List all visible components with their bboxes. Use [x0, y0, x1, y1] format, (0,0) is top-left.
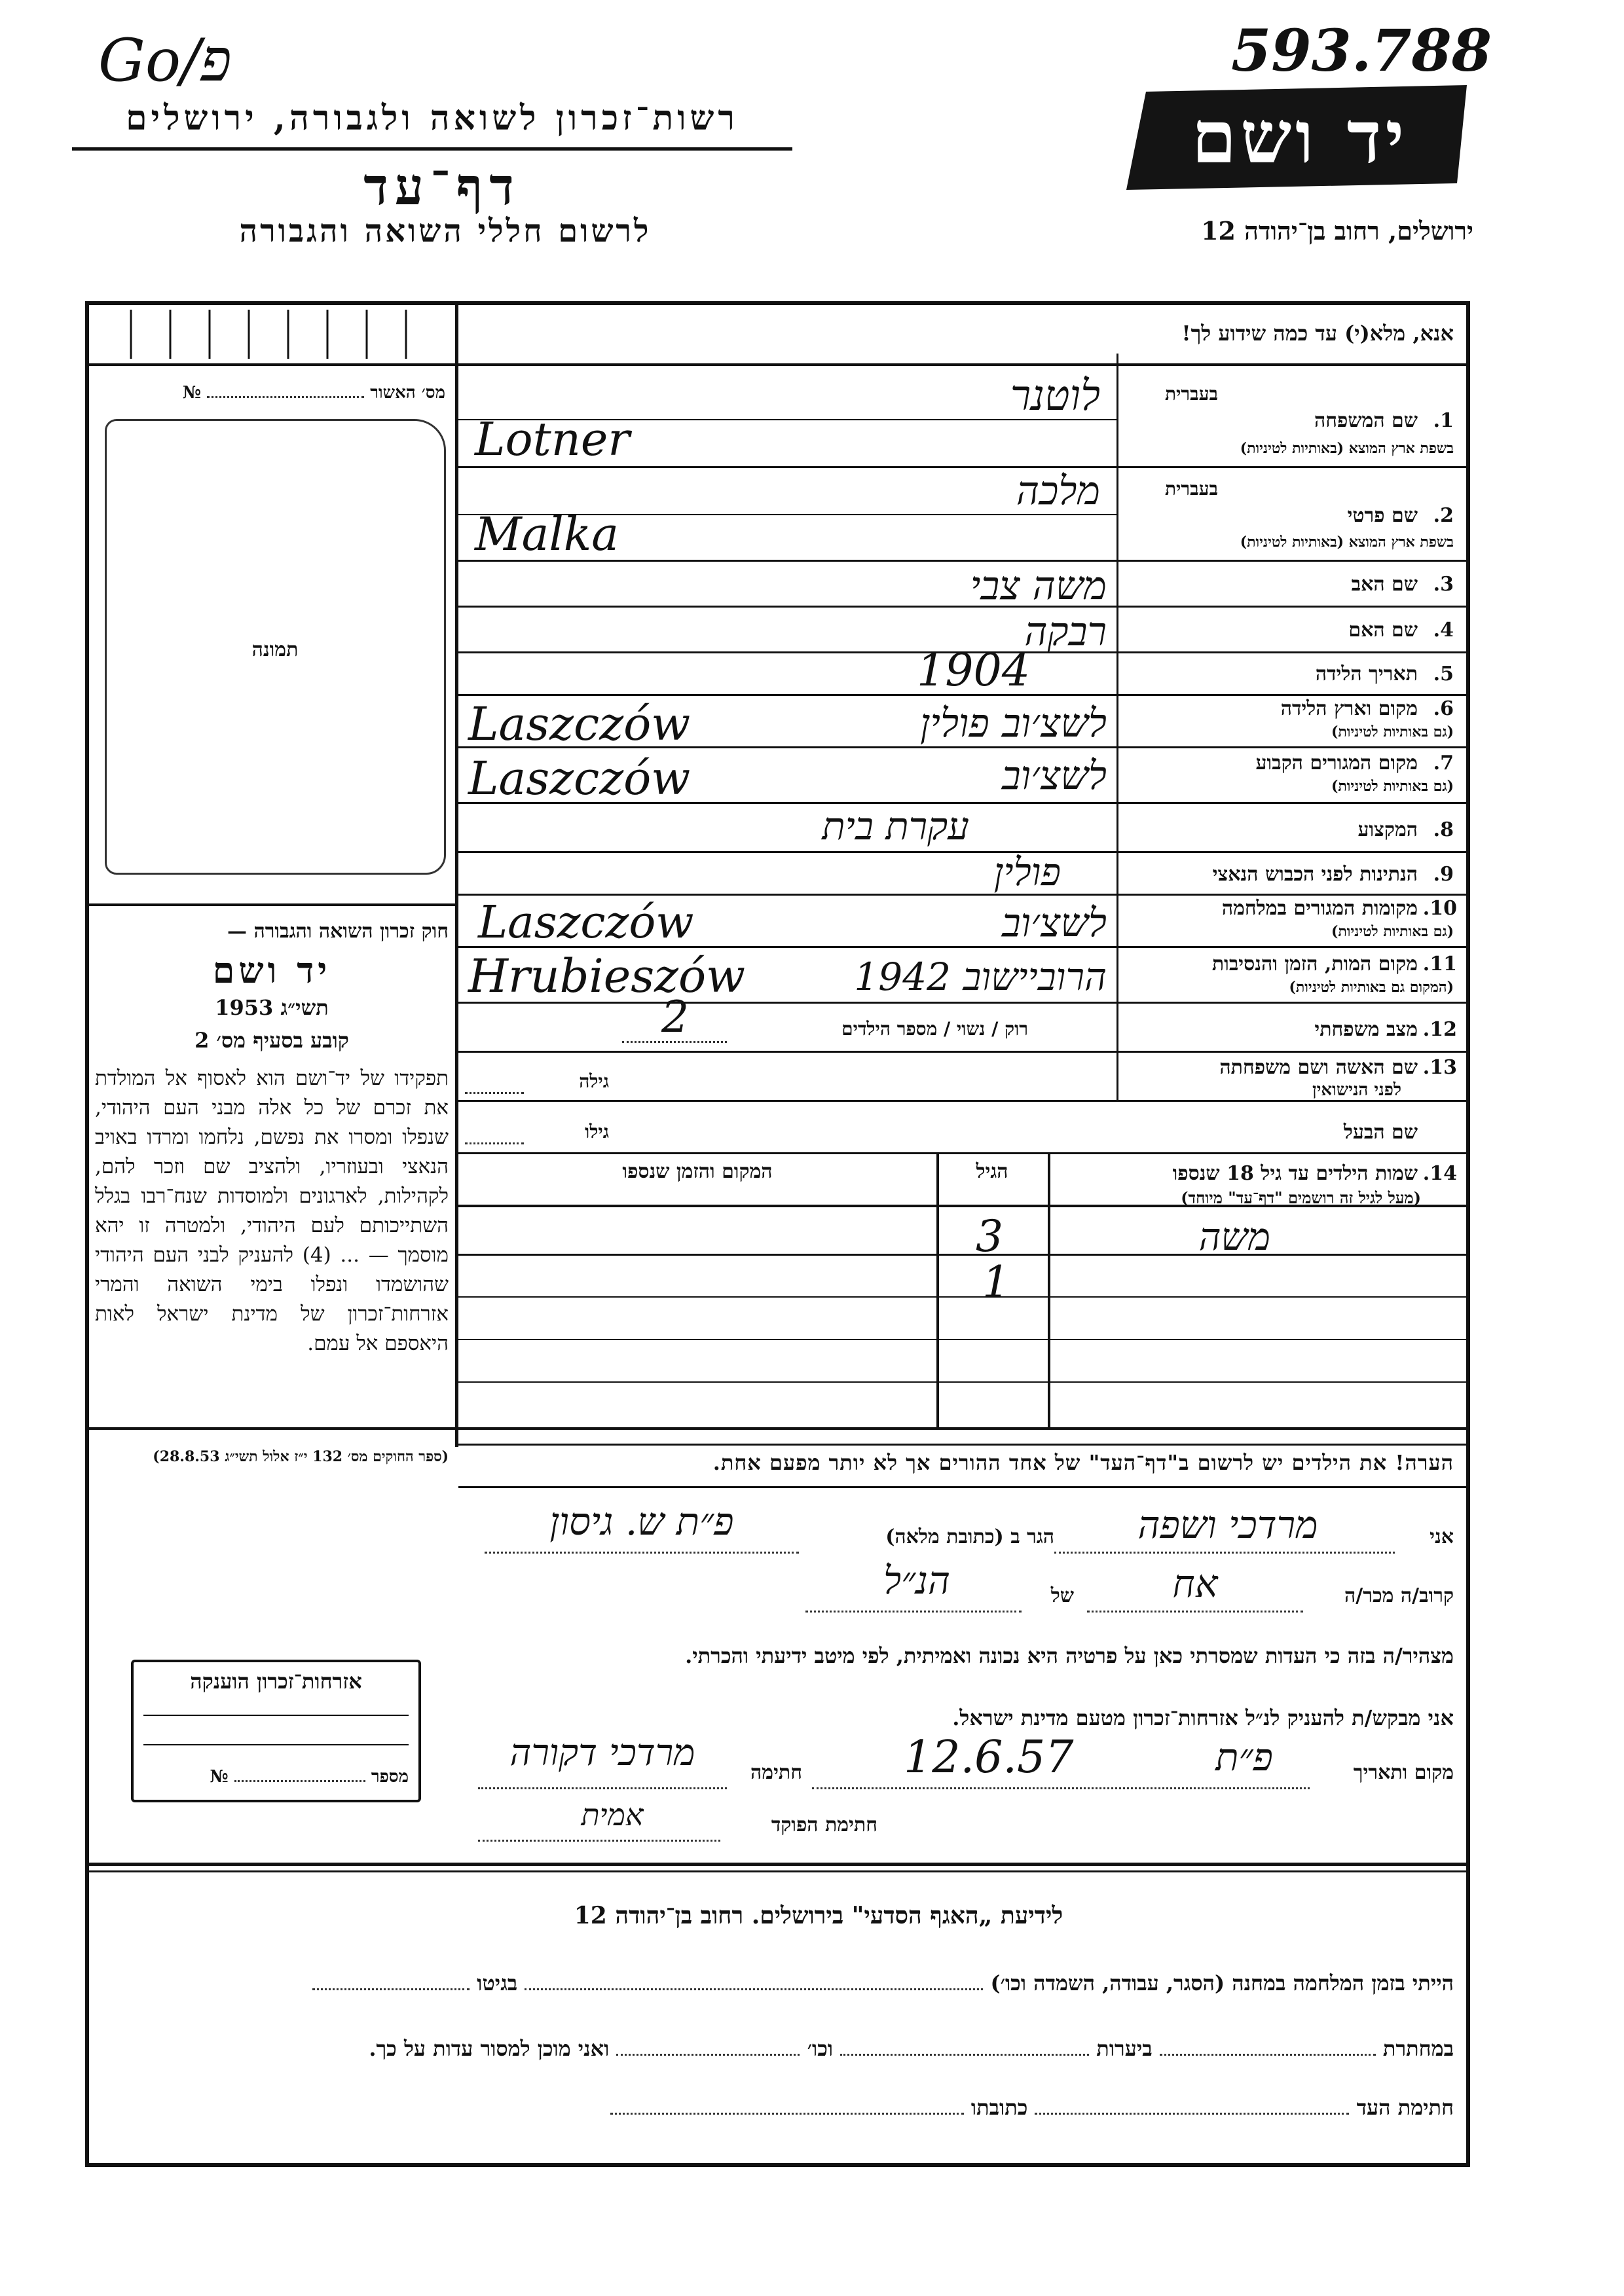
field-12-num: 12. — [1422, 1018, 1457, 1041]
field-10-sub: (גם באותיות לטיניות) — [1331, 923, 1454, 940]
bottom-line-1-b: בגיטו — [477, 1971, 518, 1995]
approval-row — [98, 383, 445, 403]
field-1-num: 1. — [1433, 409, 1454, 432]
bottom-line-1 — [118, 1971, 1454, 1995]
field-6-hebrew-value: לשצ׳וב פולין — [919, 701, 1107, 746]
bottom-line-2 — [118, 2036, 1454, 2061]
bottom-line-2-d: ואני מוכן למסור עדות על כך. — [369, 2036, 610, 2061]
code-boxes — [92, 306, 452, 362]
bottom-line-2-dots-b — [840, 2054, 1089, 2056]
field-7-latin-value: Laszczów — [468, 752, 691, 805]
marital-options — [714, 1018, 1028, 1040]
note-rule-top — [458, 1444, 1470, 1446]
bottom-line-1-dots2 — [312, 1988, 470, 1990]
institution-line: רשות־זכרון לשואה ולגבורה, ירושלים — [126, 98, 739, 138]
field-4-num: 4. — [1433, 619, 1454, 642]
marital-options-text: רוק / נשוי / מספר הילדים — [841, 1018, 1028, 1040]
field-2-sub: בשפת ארץ המוצא (באותיות לטיניות) — [1240, 534, 1454, 551]
bottom-rule-2 — [85, 1870, 1470, 1872]
note-text: הערה! את הילדים יש לרשום ב"דף־העד" של אחד ההורים אך לא יותר מפעם אחת. — [712, 1450, 1454, 1475]
field-7-hebrew-value: לשצ׳וב — [1001, 753, 1107, 799]
children-subtitle: (מעל לגיל זה רושמים "דף־עד" מיוחד) — [1181, 1188, 1421, 1207]
field-13-sub: לפני הנישואין — [1312, 1080, 1401, 1100]
field-3-label: שם האב — [1351, 573, 1418, 596]
husband-age-label: גילו — [585, 1121, 609, 1142]
declarant-of-dots — [805, 1611, 1022, 1613]
declarant-name: מרדכי ושפה — [1137, 1503, 1318, 1547]
declarant-relative-label: קרוב/ה מכר/ה — [1344, 1584, 1454, 1607]
bottom-line-2-a: במחתרת — [1382, 2036, 1454, 2061]
law-heading: חוק זכרון השואה והגבורה — — [227, 920, 449, 943]
bottom-line-2-c: וכו׳ — [807, 2036, 834, 2061]
law-year: תשי״ג 1953 — [215, 995, 329, 1020]
top-strip-rule — [85, 363, 1470, 366]
field-5-num: 5. — [1433, 663, 1454, 685]
citizenship-number-dots — [234, 1780, 365, 1782]
field-9-num: 9. — [1433, 863, 1454, 886]
law-citation: (ספר החוקים מס׳ 132 י״ז אלול תשי״ג 28.8.53) — [153, 1448, 449, 1465]
declarant-of-value: הנ״ל — [883, 1558, 950, 1603]
bottom-line-2-dots-c — [616, 2054, 800, 2056]
children-rule-4 — [458, 1381, 1470, 1383]
row-rule-husband — [458, 1152, 1470, 1154]
field-2-label: שם פרטי — [1347, 504, 1418, 527]
address: ירושלים, רחוב בן־יהודה 12 — [1201, 216, 1473, 246]
field-5-label: תאריך הלידה — [1315, 663, 1418, 685]
code-boxes-grid — [92, 306, 452, 362]
field-2-tag: בעברית — [1164, 478, 1218, 500]
bottom-line-3-dots-b — [610, 2113, 964, 2115]
note-rule-bottom — [458, 1486, 1470, 1488]
citizenship-line-1 — [143, 1715, 409, 1716]
field-1-label: שם המשפחה — [1314, 409, 1418, 432]
wife-age-label: גילה — [579, 1070, 609, 1092]
wife-age-dots — [465, 1092, 524, 1094]
field-2-latin-value: Malka — [475, 507, 619, 561]
children-col-age: הגיל — [976, 1160, 1008, 1183]
children-col-place: המקום והזמן שנספו — [622, 1160, 773, 1183]
form-title: דף־עד — [363, 157, 521, 217]
field-1-sub: בשפת ארץ המוצא (באותיות לטיניות) — [1240, 440, 1454, 457]
law-section: קובע בסעיף מס׳ 2 — [194, 1028, 349, 1053]
field-7-num: 7. — [1433, 752, 1454, 774]
header-rule — [72, 147, 792, 151]
place-date-dots — [812, 1787, 1310, 1789]
citizenship-line-2 — [143, 1744, 409, 1745]
officer-value: אמית — [581, 1797, 644, 1832]
field-11-label: מקום המות, הזמן והנסיבות — [1211, 953, 1418, 975]
child-2-age: 1 — [982, 1257, 1010, 1307]
field-12-value: 2 — [661, 992, 689, 1042]
signature-label: חתימה — [750, 1761, 802, 1784]
field-3-value: משה צבי — [970, 563, 1107, 609]
field-7-label: מקום המגורים הקבוע — [1255, 752, 1418, 774]
yad-vashem-logo — [1126, 85, 1473, 190]
officer-dots — [478, 1840, 720, 1842]
field-2-num: 2. — [1433, 504, 1454, 527]
field-5-value: 1904 — [917, 645, 1031, 697]
photo-rule — [85, 903, 455, 906]
field-3-num: 3. — [1433, 573, 1454, 596]
law-logo: יד ושם — [212, 949, 331, 991]
declarant-ani: אני — [1430, 1525, 1454, 1548]
field-11-sub: (המקום גם באותיות לטיניות) — [1289, 979, 1454, 996]
children-rule-3 — [458, 1339, 1470, 1340]
logo-text: יד ושם — [1191, 95, 1409, 179]
field-8-value: עקרת בית — [822, 804, 969, 848]
children-col-divider-1 — [936, 1152, 939, 1427]
request-text: אני מבקש/ת להעניק לנ״ל אזרחות־זכרון מטעם מדינת ישראל. — [952, 1705, 1454, 1730]
intro-text: אנא, מלא(י) עד כמה שידוע לך! — [1181, 321, 1454, 346]
children-rule-1 — [458, 1254, 1470, 1256]
field-10-latin-value: Laszczów — [478, 897, 694, 949]
children-col-divider-2 — [1048, 1152, 1050, 1427]
bottom-rule-1 — [85, 1863, 1470, 1866]
field-6-latin-value: Laszczów — [468, 697, 691, 751]
field-13-label: שם האשה ושם משפחתה — [1219, 1056, 1418, 1079]
child-1-age: 3 — [976, 1211, 1003, 1262]
law-text: תפקידו של יד־ושם הוא לאסוף אל המולדת את זכרם של כל אלה מבני העם היהודי, שנפלו ומסרו את נפשם, נלחמו ומרדו באויב הנאצי ובעוזריו, ולהציב שם וזכר להם, לקהילות, לארגונים ולמוסדות שנח־רבו בגלל השתייכותם לעם היהודי, ולמטרה זו יהא מוסמך — ... (4) להעניק לבני העם היהודי שהושמדו ונפלו בימי השואה והמרי אזרחות־זכרון של מדינת ישראל לאות היאספם אל עמם. — [95, 1066, 449, 1355]
field-1-latin-value: Lotner — [475, 412, 630, 466]
bottom-line-2-b: ביערות — [1096, 2036, 1153, 2061]
field-9-value: פולין — [993, 850, 1061, 894]
field-8-num: 8. — [1433, 818, 1454, 841]
field-1-tag: בעברית — [1164, 383, 1218, 405]
citizenship-box — [131, 1660, 421, 1802]
approval-no: № — [182, 383, 202, 403]
bottom-line-1-dots — [525, 1988, 983, 1990]
approval-dots — [207, 396, 364, 398]
row-rule-13 — [458, 1100, 1470, 1102]
citizenship-number — [143, 1767, 409, 1787]
place-date-label: מקום ותאריך — [1353, 1761, 1454, 1784]
declarant-relation: אח — [1172, 1561, 1218, 1606]
declarant-lives-label: הגר ב (כתובת מלאה) — [885, 1525, 1054, 1548]
signature-dots — [478, 1787, 727, 1789]
date-value: 12.6.57 — [904, 1732, 1074, 1783]
field-10-num: 10. — [1422, 897, 1457, 920]
field-10-hebrew-value: לשצ׳וב — [1001, 900, 1107, 946]
declarant-address: פ״ת ש. גיסון — [549, 1499, 734, 1544]
field-6-label: מקום וארץ הלידה — [1280, 697, 1418, 720]
label-column-divider — [1116, 354, 1118, 1100]
field-6-num: 6. — [1433, 697, 1454, 720]
bottom-line-2-dots-a — [1160, 2054, 1376, 2056]
field-13-num: 13. — [1422, 1056, 1457, 1079]
field-4-value: רבקה — [1024, 609, 1107, 655]
field-1-hebrew-value: לוטנר — [1010, 372, 1100, 420]
citizenship-no-sign: № — [210, 1767, 229, 1787]
field-11-num: 11. — [1422, 953, 1457, 975]
field-12-label: מצב משפחתי — [1314, 1018, 1418, 1041]
field-11-hebrew-value: הרוביישוב 1942 — [854, 955, 1107, 999]
field-11-latin-value: Hrubieszów — [468, 949, 746, 1003]
handwritten-reference: Go/פ — [98, 26, 232, 95]
field-2-hebrew-value: מלכה — [1016, 468, 1100, 514]
officer-label: חתימת הפוקד — [771, 1813, 877, 1836]
notice-title: לידיעת „האגף הסדעי" בירושלים. רחוב בן־יהודה 12 — [574, 1902, 1063, 1929]
husband-label: שם הבעל — [1343, 1121, 1418, 1144]
field-10-label: מקומות המגורים במלחמה — [1221, 897, 1418, 920]
field-6-sub: (גם באותיות לטיניות) — [1331, 723, 1454, 740]
bottom-line-3 — [118, 2095, 1454, 2120]
row-rule-12 — [458, 1051, 1470, 1053]
citizenship-title: אזרחות־זכרון הוענקה — [190, 1669, 362, 1694]
child-1-name: משה — [1198, 1214, 1270, 1259]
children-title: שמות הילדים עד גיל 18 שנספו — [1172, 1162, 1418, 1185]
declarant-name-dots — [1054, 1552, 1395, 1554]
place-value: פ״ת — [1215, 1735, 1273, 1779]
children-rule-5 — [85, 1427, 1470, 1430]
bottom-line-3-b: כתובתו — [970, 2095, 1028, 2120]
signature-value: מרדכי דקורה — [509, 1732, 695, 1774]
declarant-relation-dots — [1087, 1611, 1303, 1613]
citizenship-number-label: מספר — [371, 1767, 409, 1787]
left-column-divider — [455, 301, 458, 1447]
declarant-address-dots — [485, 1552, 799, 1554]
declarant-of-label: של — [1050, 1584, 1074, 1607]
field-8-label: המקצוע — [1357, 818, 1418, 841]
stamp-number: 593.788 — [1231, 16, 1492, 84]
form-subtitle: לרשום חללי השואה והגבורה — [239, 213, 652, 249]
children-num: 14. — [1422, 1162, 1457, 1185]
declaration-text: מצהיר/ה בזה כי העדות שמסרתי כאן על פרטיה היא נכונה ואמיתית, לפי מיטב ידיעתי והכרתי. — [685, 1643, 1454, 1668]
photo-label: תמונה — [251, 638, 299, 661]
bottom-line-3-dots-a — [1035, 2113, 1349, 2115]
approval-label: מס׳ האשור — [370, 383, 445, 403]
bottom-line-1-a: הייתי בזמן המלחמה במחנה (הסגר, עבודה, השמדה וכו׳) — [990, 1971, 1454, 1995]
field-4-label: שם האם — [1348, 619, 1418, 642]
field-9-label: הנתינות לפני הכבוש הנאצי — [1212, 863, 1418, 886]
bottom-line-3-a: חתימת העד — [1356, 2095, 1454, 2120]
children-rule-2 — [458, 1296, 1470, 1298]
husband-age-dots — [465, 1142, 524, 1144]
field-7-sub: (גם באותיות לטיניות) — [1331, 778, 1454, 795]
